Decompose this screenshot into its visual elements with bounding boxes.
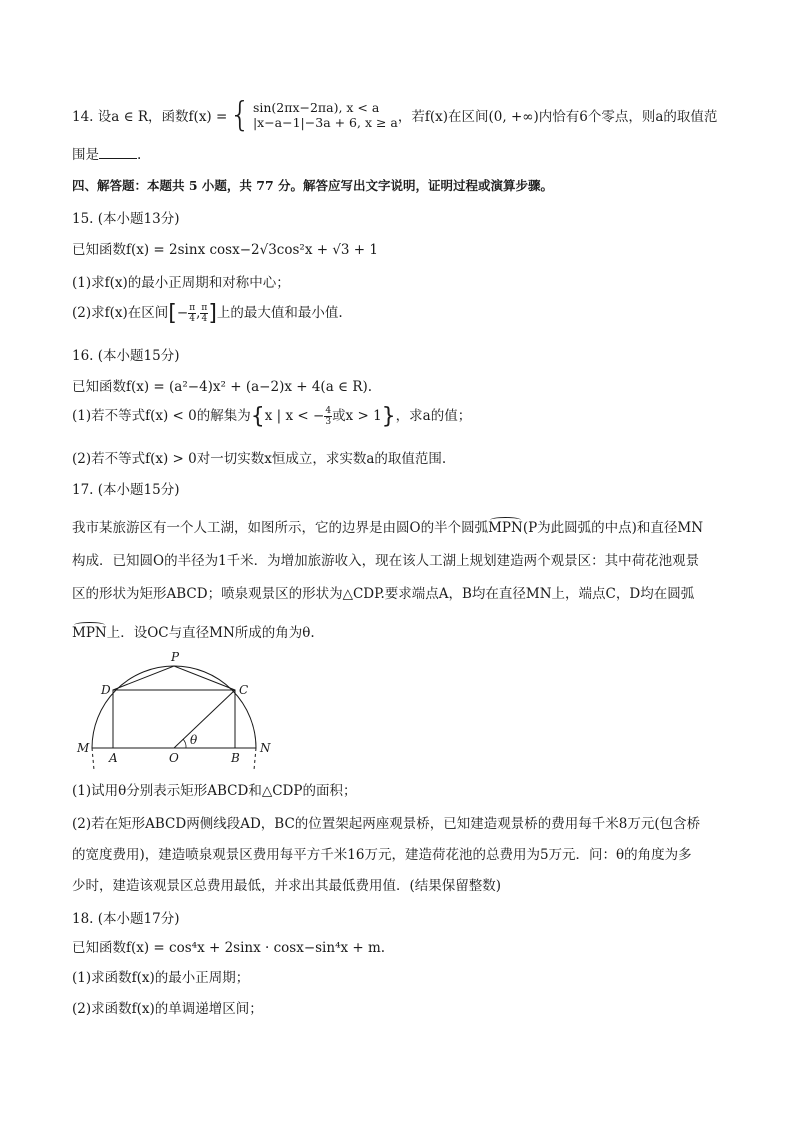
q17-part1: (1)试用θ分别表示矩形ABCD和△CDP的面积； (72, 783, 357, 799)
q18-part1: (1)求函数f(x)的最小正周期； (72, 970, 250, 986)
set-frac (324, 406, 332, 427)
q16-set-b: 或x > 1 (332, 408, 382, 424)
q15-part2: (2)求f(x)在区间[− $\frac{\pi}{4}$ , $\frac{\pi}{4}$ ]上的最大值和最小值. (72, 301, 343, 326)
q14-case1: sin(2πx−2πa), x < a (252, 100, 380, 115)
q17-line4 (72, 621, 315, 641)
q15-part2-b: 上的最大值和最小值. (216, 305, 343, 321)
interval-frac-left (188, 303, 196, 324)
frac-den: 4 (189, 314, 196, 324)
left-bracket-icon: [ (168, 301, 177, 326)
right-brace-icon: } (381, 404, 396, 429)
q17-line1-b: (P为此圆弧的中点)和直径MN (522, 520, 704, 536)
semicircle-arc (92, 666, 256, 748)
left-brace-icon: { (229, 95, 251, 135)
frac-num: π (189, 303, 196, 313)
label-d: D (101, 683, 111, 697)
q15-part2-a: (2)求f(x)在区间 (72, 305, 169, 321)
q15-given: 已知函数f(x) = 2sinx cosx−2√3cos²x + √3 + 1 (72, 242, 379, 258)
frac-num: 4 (325, 406, 332, 416)
q14-line2-text: 围是 (72, 147, 99, 163)
q16-part2: (2)若不等式f(x) > 0对一切实数x恒成立，求实数a的取值范围. (72, 451, 447, 467)
label-o: O (169, 751, 179, 765)
rectangle-abcd (113, 690, 235, 748)
q17-head: 17. (本小题15分) (72, 482, 180, 498)
q14-cases (253, 100, 398, 130)
label-c: C (239, 683, 249, 697)
q14-line2 (72, 143, 141, 163)
answer-blank (99, 146, 137, 159)
arc-mpn: MPN (72, 625, 107, 641)
frac-num: π (201, 303, 208, 313)
section-heading: 四、解答题：本题共 5 小题，共 77 分。解答应写出文字说明，证明过程或演算步骤。 (72, 178, 554, 193)
q16-part1-b: ，求a的值； (395, 408, 472, 424)
q16-part1-a: (1)若不等式f(x) < 0的解集为 (72, 408, 251, 424)
q14-line1 (72, 95, 718, 135)
dashed-left (92, 748, 94, 770)
q16-given: 已知函数f(x) = (a²−4)x² + (a−2)x + 4(a ∈ R). (72, 379, 373, 395)
q17-part2-line1: (2)若在矩形ABCD两侧线段AD，BC的位置架起两座观景桥，已知建造观景桥的费用每千米8万元(包含桥 (72, 816, 701, 832)
label-b: B (231, 751, 240, 765)
q14-prefix: 14. 设a ∈ R，函数f(x) = (72, 109, 228, 125)
dashed-right (254, 748, 256, 770)
q18-given: 已知函数f(x) = cos⁴x + 2sinx · cosx−sin⁴x + m. (72, 940, 386, 956)
q18-head: 18. (本小题17分) (72, 911, 180, 927)
left-brace-icon: { (250, 404, 265, 429)
semicircle-figure (72, 648, 282, 772)
q14-line2-end: . (137, 147, 142, 163)
label-m: M (77, 741, 90, 755)
q17-part2-line2: 的宽度费用)，建造喷泉观景区费用每平方千米16万元，建造荷花池的总费用为5万元．问：θ的角度为多 (72, 847, 692, 863)
q17-line4-b: 上．设OC与直径MN所成的角为θ. (106, 625, 315, 641)
q16-head: 16. (本小题15分) (72, 348, 180, 364)
q14-case2: |x−a−1|−3a + 6, x ≥ a (252, 115, 398, 130)
q16-part1 (72, 404, 471, 429)
q18-part2: (2)求函数f(x)的单调递增区间； (72, 1001, 263, 1017)
label-theta: θ (190, 733, 198, 747)
q17-line1-a: 我市某旅游区有一个人工湖，如图所示，它的边界是由圆O的半个圆弧 (72, 520, 489, 536)
label-n: N (260, 741, 271, 755)
label-p: P (171, 650, 180, 664)
frac-den: 3 (325, 417, 332, 427)
q17-line2: 构成．已知圆O的半径为1千米．为增加旅游收入，现在该人工湖上规划建造两个观景区：其中荷花池观景 (72, 553, 700, 569)
q17-part2-line3: 少时，建造该观景区总费用最低，并求出其最低费用值．(结果保留整数) (72, 878, 502, 894)
q14-suffix: ，若f(x)在区间(0, +∞)内恰有6个零点，则a的取值范 (397, 109, 718, 125)
frac-den: 4 (201, 314, 208, 324)
right-bracket-icon: ] (208, 301, 217, 326)
angle-arc (183, 739, 186, 748)
label-a: A (109, 751, 118, 765)
q15-part1: (1)求f(x)的最小正周期和对称中心； (72, 275, 290, 291)
q16-set-a: x | x < − (264, 408, 325, 424)
arc-mpn: MPN (488, 520, 523, 536)
q17-line3: 区的形状为矩形ABCD；喷泉观景区的形状为△CDP.要求端点A，B均在直径MN上，端点C，D均在圆弧 (72, 586, 695, 602)
q17-line1 (72, 516, 703, 536)
q15-head: 15. (本小题13分) (72, 211, 180, 227)
